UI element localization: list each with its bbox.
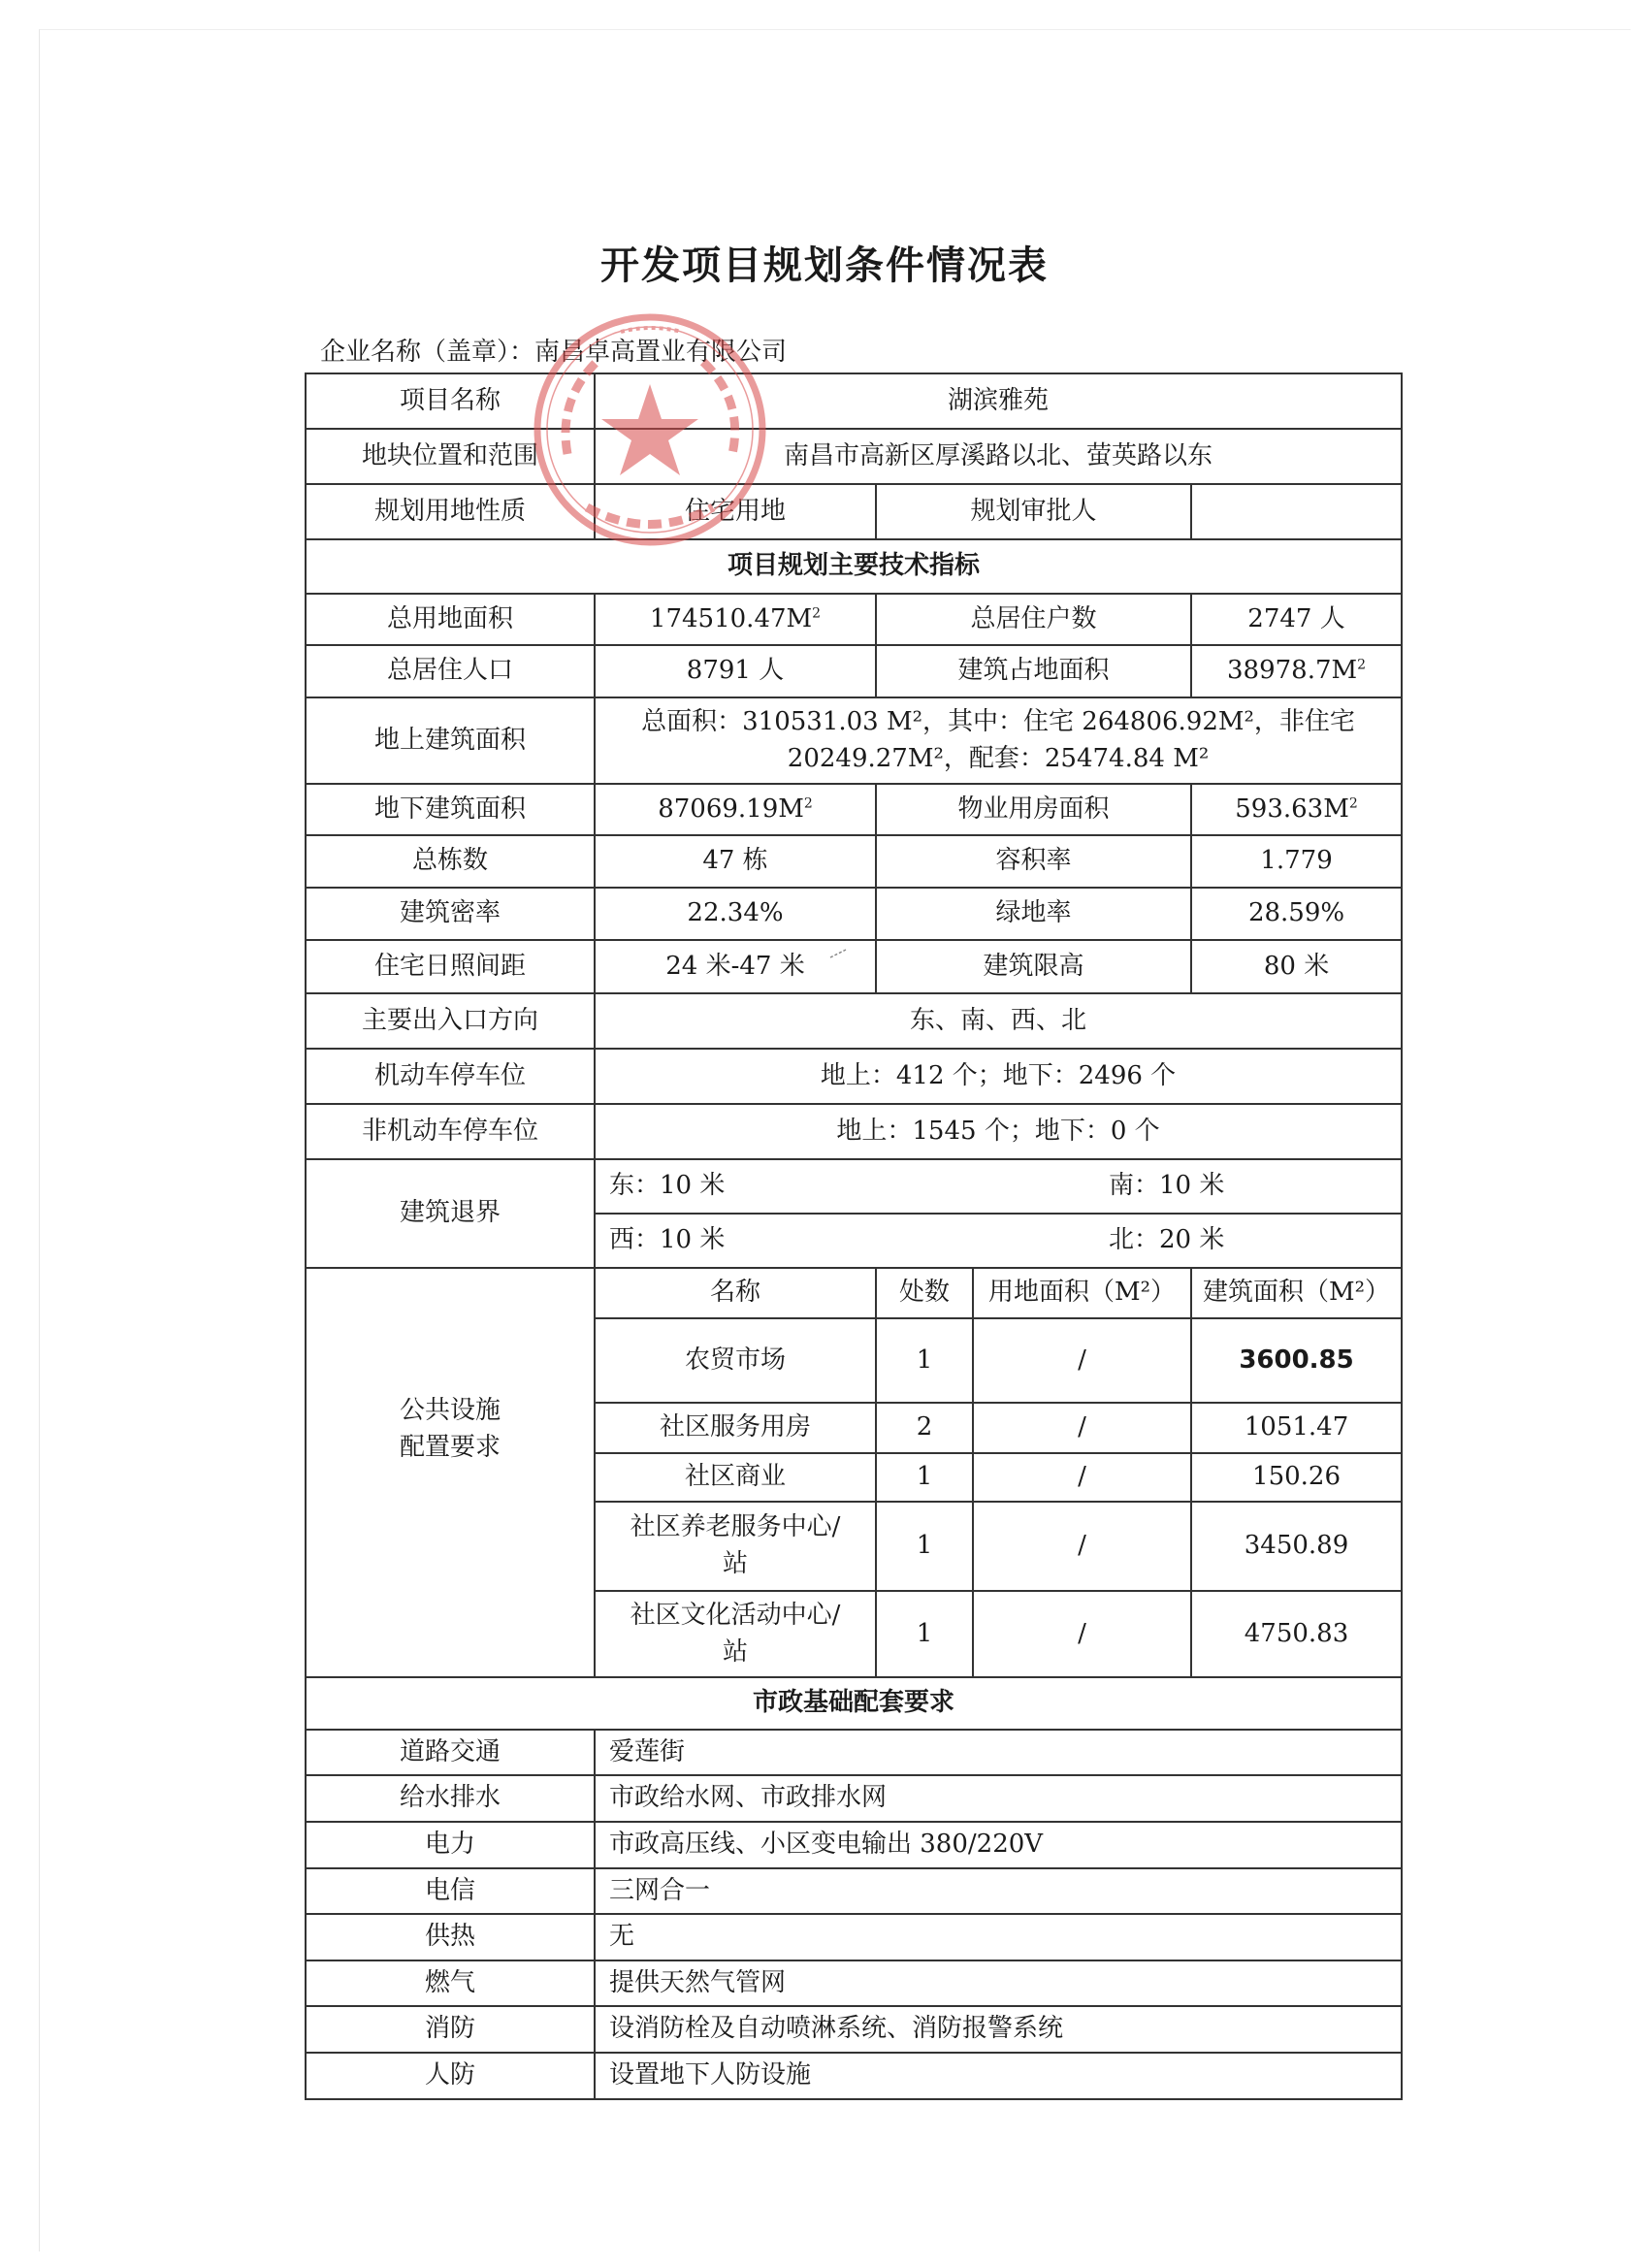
under-value: 87069.19M (658, 794, 804, 824)
pen-mark (829, 949, 847, 958)
facility-land: / (973, 1453, 1191, 1502)
land-use-value: 住宅用地 (595, 484, 876, 539)
total-land-label: 总用地面积 (306, 594, 595, 645)
row-nonmotor-parking (306, 1104, 1402, 1159)
above-value-cell (595, 697, 1402, 784)
location-label: 地块位置和范围 (306, 429, 595, 484)
project-name-value: 湖滨雅苑 (595, 373, 1402, 429)
facility-row (306, 1591, 1402, 1677)
approver-value (1191, 484, 1402, 539)
approver-label: 规划审批人 (876, 484, 1191, 539)
facility-header-land: 用地面积（M²） (973, 1268, 1191, 1318)
facilities-label-line-2: 配置要求 (399, 1433, 501, 1462)
facilities-label-line-1: 公共设施 (399, 1396, 501, 1426)
setback-west: 西：10 米 (595, 1214, 973, 1268)
municipal-value: 设置地下人防设施 (595, 2053, 1402, 2099)
municipal-value: 设消防栓及自动喷淋系统、消防报警系统 (595, 2006, 1402, 2053)
footprint-value: 38978.7M (1226, 656, 1358, 686)
facility-name: 农贸市场 (595, 1318, 876, 1403)
far-label: 容积率 (876, 835, 1191, 888)
facility-area: 1051.47 (1191, 1403, 1402, 1453)
facility-area: 3450.89 (1191, 1502, 1402, 1591)
municipal-row (306, 2053, 1402, 2099)
municipal-row (306, 1868, 1402, 1914)
facility-name-line-2: 站 (722, 1636, 748, 1667)
facility-area: 4750.83 (1191, 1591, 1402, 1677)
row-setback-1 (306, 1159, 1402, 1214)
facility-area: 150.26 (1191, 1453, 1402, 1502)
facility-name-line-2: 站 (722, 1549, 748, 1578)
footprint-cell: $38978.7M^2$ (1191, 645, 1402, 697)
density-value: 22.34% (595, 888, 876, 940)
motor-value: 地上：412 个；地下：2496 个 (595, 1049, 1402, 1104)
page-title: 开发项目规划条件情况表 (600, 243, 1049, 288)
row-section-tech (306, 539, 1402, 594)
facility-header-name: 名称 (595, 1268, 876, 1318)
section-tech-heading: 项目规划主要技术指标 (306, 539, 1402, 594)
municipal-value: 无 (595, 1914, 1402, 1960)
row-project-name (306, 373, 1402, 429)
property-value: 593.63M (1235, 794, 1349, 824)
row-underground (306, 784, 1402, 835)
row-land-use (306, 484, 1402, 539)
municipal-label: 道路交通 (306, 1730, 595, 1775)
municipal-label: 人防 (306, 2053, 595, 2099)
facility-name (595, 1591, 876, 1677)
under-cell: $87069.19M^2$ (595, 784, 876, 835)
municipal-value: 三网合一 (595, 1868, 1402, 1914)
facility-count: 1 (876, 1453, 973, 1502)
row-location (306, 429, 1402, 484)
spacing-value: 24 米-47 米 (595, 940, 876, 993)
facility-name: 社区商业 (595, 1453, 876, 1502)
facility-count: 1 (876, 1591, 973, 1677)
location-value: 南昌市高新区厚溪路以北、萤英路以东 (595, 429, 1402, 484)
municipal-row (306, 1775, 1402, 1822)
municipal-value: 爱莲街 (595, 1730, 1402, 1775)
row-spacing (306, 940, 1402, 993)
green-value: 28.59% (1191, 888, 1402, 940)
row-buildings (306, 835, 1402, 888)
facility-name-line-1: 社区养老服务中心/ (630, 1512, 841, 1542)
municipal-value: 市政高压线、小区变电输出 380/220V (595, 1822, 1402, 1868)
total-land-value: 174510.47M (649, 603, 813, 633)
setback-north: 北：20 米 (973, 1214, 1402, 1268)
motor-label: 机动车停车位 (306, 1049, 595, 1104)
under-label: 地下建筑面积 (306, 784, 595, 835)
setback-label: 建筑退界 (306, 1159, 595, 1268)
row-motor-parking (306, 1049, 1402, 1104)
above-line-2: 20249.27M²，配套：25474.84 M² (787, 743, 1210, 773)
section-municipal-heading: 市政基础配套要求 (306, 1677, 1402, 1730)
footprint-label: 建筑占地面积 (876, 645, 1191, 697)
population-value: 8791 人 (595, 645, 876, 697)
facility-header-area: 建筑面积（M²） (1191, 1268, 1402, 1318)
municipal-label: 电力 (306, 1822, 595, 1868)
facility-name-line-1: 社区文化活动中心/ (630, 1600, 841, 1630)
municipal-row (306, 2006, 1402, 2053)
setback-east: 东：10 米 (595, 1159, 973, 1214)
project-name-label: 项目名称 (306, 373, 595, 429)
row-total-land (306, 594, 1402, 645)
buildings-label: 总栋数 (306, 835, 595, 888)
green-label: 绿地率 (876, 888, 1191, 940)
above-label: 地上建筑面积 (306, 697, 595, 784)
total-land-cell: $174510.47M^2$ (595, 594, 876, 645)
row-entrance (306, 993, 1402, 1049)
facility-area: 3600.85 (1191, 1318, 1402, 1403)
property-label: 物业用房面积 (876, 784, 1191, 835)
nonmotor-value: 地上：1545 个；地下：0 个 (595, 1104, 1402, 1159)
municipal-row (306, 1960, 1402, 2006)
facility-land: / (973, 1403, 1191, 1453)
facility-land: / (973, 1318, 1191, 1403)
municipal-row (306, 1822, 1402, 1868)
above-line-1: 总面积：310531.03 M²，其中：住宅 264806.92M²，非住宅 (641, 706, 1355, 736)
entrance-label: 主要出入口方向 (306, 993, 595, 1049)
far-value: 1.779 (1191, 835, 1402, 888)
height-value: 80 米 (1191, 940, 1402, 993)
facilities-label-cell (306, 1268, 595, 1591)
spacing-label: 住宅日照间距 (306, 940, 595, 993)
land-use-label: 规划用地性质 (306, 484, 595, 539)
municipal-value: 提供天然气管网 (595, 1960, 1402, 2006)
facilities-label-continued (306, 1591, 595, 1677)
municipal-label: 电信 (306, 1868, 595, 1914)
row-facility-header (306, 1268, 1402, 1318)
height-label: 建筑限高 (876, 940, 1191, 993)
buildings-value: 47 栋 (595, 835, 876, 888)
facility-count: 2 (876, 1403, 973, 1453)
facility-name (595, 1502, 876, 1591)
households-label: 总居住户数 (876, 594, 1191, 645)
row-section-municipal (306, 1677, 1402, 1730)
municipal-label: 给水排水 (306, 1775, 595, 1822)
facility-count: 1 (876, 1318, 973, 1403)
density-label: 建筑密率 (306, 888, 595, 940)
facility-land: / (973, 1591, 1191, 1677)
entrance-value: 东、南、西、北 (595, 993, 1402, 1049)
facility-name: 社区服务用房 (595, 1403, 876, 1453)
property-cell: $593.63M^2$ (1191, 784, 1402, 835)
conditions-table (305, 373, 1403, 2100)
municipal-value: 市政给水网、市政排水网 (595, 1775, 1402, 1822)
facility-header-count: 处数 (876, 1268, 973, 1318)
company-line: 企业名称（盖章）：南昌卓高置业有限公司 (320, 338, 788, 367)
municipal-row (306, 1914, 1402, 1960)
facility-count: 1 (876, 1502, 973, 1591)
row-above-ground (306, 697, 1402, 784)
row-density (306, 888, 1402, 940)
municipal-label: 供热 (306, 1914, 595, 1960)
households-value: 2747 人 (1191, 594, 1402, 645)
setback-south: 南：10 米 (973, 1159, 1402, 1214)
municipal-label: 消防 (306, 2006, 595, 2053)
nonmotor-label: 非机动车停车位 (306, 1104, 595, 1159)
municipal-row (306, 1730, 1402, 1775)
facility-land: / (973, 1502, 1191, 1591)
municipal-label: 燃气 (306, 1960, 595, 2006)
population-label: 总居住人口 (306, 645, 595, 697)
row-population (306, 645, 1402, 697)
